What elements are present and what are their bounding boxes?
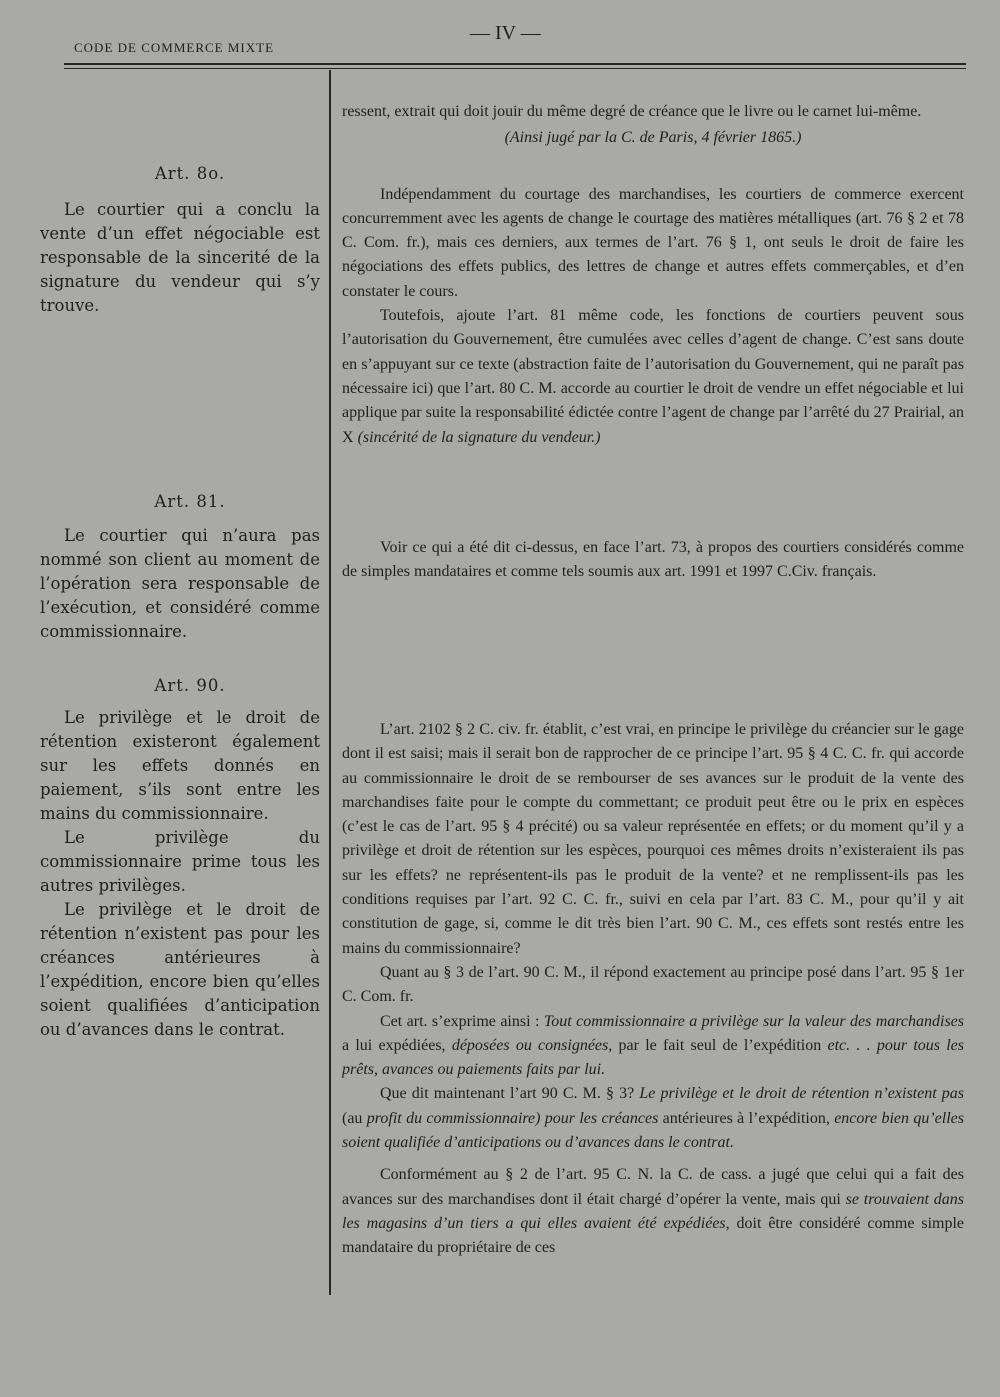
running-title: CODE DE COMMERCE MIXTE — [74, 40, 275, 55]
commentary-80 — [342, 100, 964, 450]
article-80 — [40, 162, 320, 318]
commentary-90-para-4-f: antérieures à l’expédition, — [662, 1109, 830, 1127]
commentary-90-para-3-a: Cet art. s’exprime ainsi : — [380, 1012, 540, 1030]
article-81-title: Art. 81. — [154, 492, 226, 511]
commentary-90-para-2: Quant au § 3 de l’art. 90 C. M., il répond exactement au principe posé dans l’art. 95 § 1er C. Com. fr. — [342, 963, 964, 1006]
commentary-80-para-2-italic: (sincérité de la signature du vendeur.) — [357, 428, 601, 446]
commentary-90-para-3-c: a lui expédiées, — [342, 1036, 446, 1054]
commentary-90-para-4-a: Que dit maintenant l’art 90 C. M. § 3? — [380, 1085, 635, 1103]
commentary-90-para-5-c: doit être considéré comme simple mandataire du propriétaire de ces — [342, 1214, 965, 1257]
article-80-title: Art. 8o. — [154, 164, 226, 183]
commentary-90-para-3-d: déposées ou consignées, — [451, 1036, 613, 1054]
article-90-text-2: Le privilège du commissionnaire prime tous les autres privilèges. — [40, 828, 320, 895]
article-90-text-3: Le privilège et le droit de rétention n’existent pas pour les créances antérieures à l’expédition, encore bien qu’elles soient qualifiées d’anticipation ou d’avances dans le contrat. — [40, 900, 320, 1039]
column-divider — [329, 70, 331, 1295]
commentary-80-para-2 — [342, 304, 964, 450]
article-81-text: Le courtier qui n’aura pas nommé son client au moment de l’opération sera responsable de l’exécution, et considéré comme commissionnaire. — [40, 526, 320, 641]
commentary-80-continuation: ressent, extrait qui doit jouir du même degré de créance que le livre ou le carnet lui-même. — [342, 103, 922, 120]
article-80-text: Le courtier qui a conclu la vente d’un effet négociable est responsable de la sincerité de la signature du vendeur qui s’y trouve. — [40, 200, 320, 315]
commentary-90-para-4-e: pour les créances — [544, 1109, 659, 1127]
commentary-90-para-5-b: se trouvaient dans les magasins d’un tiers a qui elles avaient été expédiées, — [342, 1190, 965, 1232]
commentary-90-para-4 — [342, 1082, 964, 1155]
commentary-80-citation: (Ainsi jugé par la C. de Paris, 4 février 1865.) — [504, 129, 802, 147]
commentary-80-para-2-text: Toutefois, ajoute l’art. 81 même code, les fonctions de courtiers peuvent sous l’autorisation du Gouvernement, être cumulées avec celles d’agent de change. C’est sans doute en s’appuyant sur ce texte (abstraction faite de l’autorisation du Gouvernement, qui ne paraît pas nécessaire ici) que l’art. 80 C. M. accorde au courtier le droit de vendre un effet négociable et lui applique par suite la responsabilité édictée contre l’agent de change par l’arrêté du 27 Prairial, an X — [342, 307, 964, 446]
commentary-90-para-5 — [342, 1163, 964, 1260]
commentary-90-para-4-d: profit du commissionnaire) — [366, 1109, 541, 1127]
header-rule — [64, 63, 966, 65]
header-rule-thin — [64, 68, 966, 69]
commentary-90-para-3-f: etc. . . pour tous les prêts, avances ou paiements faits par lui. — [342, 1036, 965, 1079]
commentary-90-para-4-c: (au — [342, 1109, 363, 1127]
article-90 — [40, 674, 320, 1042]
commentary-90 — [342, 718, 964, 1261]
commentary-90-para-4-g: encore bien qu’elles soient qualifiée d’anticipations ou d’avances dans le contrat. — [342, 1109, 964, 1152]
commentary-80-para-1: Indépendamment du courtage des marchandises, les courtiers de commerce exercent concurremment avec les agents de change le courtage des matières métalliques (art. 76 § 2 et 78 C. Com. fr.), mais ces derniers, aux termes de l’art. 76 § 1, ont seuls le droit de faire les négociations des effets publics, des lettres de change et autres effets commerçables, et d’en constater le cours. — [342, 185, 964, 300]
commentary-90-para-5-a: Conformément au § 2 de l’art. 95 C. N. la C. de cass. a jugé que celui qui a fait des avances sur des marchandises dont il était chargé d’opérer la vente, mais qui — [342, 1166, 964, 1208]
commentary-81-para-1: Voir ce qui a été dit ci-dessus, en face l’art. 73, à propos des courtiers considérés comme de simples mandataires et comme tels soumis aux art. 1991 et 1997 C.Civ. français. — [342, 539, 964, 581]
commentary-90-para-4-b: Le privilège et le droit de rétention n’existent pas — [639, 1085, 965, 1103]
article-90-title: Art. 90. — [154, 676, 226, 695]
commentary-90-para-3-b: Tout commissionnaire a privilège sur la valeur des marchandises — [543, 1012, 965, 1030]
commentary-90-para-3 — [342, 1010, 964, 1083]
article-90-text-1: Le privilège et le droit de rétention existeront également sur les effets donnés en paiement, s’ils sont entre les mains du commissionnaire. — [40, 708, 320, 823]
commentary-90-para-1: L’art. 2102 § 2 C. civ. fr. établit, c’est vrai, en principe le privilège du créancier sur le gage dont il est saisi; mais il serait bon de rapprocher de ce principe l’art. 95 § 4 C. C. fr. qui accorde au commissionnaire le droit de se rembourser de ses avances sur le produit de la vente des marchandises faite pour le compte du commettant; ce produit peut être ou le prix en espèces (c’est le cas de l’art. 95 § 4 précité) ou sa valeur représentée en effets; or du moment qu’il y a privilège et droit de rétention sur les espèces, pourquoi ces mêmes droits n’existeraient ils pas sur les effets? ne représentent-ils pas le produit de la vente? et ne remplissent-ils pas les conditions requises par l’art. 92 C. C. fr., suivi en cela par l’art. 83 C. M., pour qu’il y ait constitution de gage, si, comme le dit très bien l’art. 90 C. M., ces effets sont restés entre les mains du commissionnaire? — [342, 721, 964, 957]
commentary-90-para-3-e: par le fait seul de l’expédition — [618, 1036, 822, 1054]
article-81 — [40, 490, 320, 644]
commentary-81 — [342, 536, 964, 585]
page-number: — IV — — [470, 22, 541, 44]
